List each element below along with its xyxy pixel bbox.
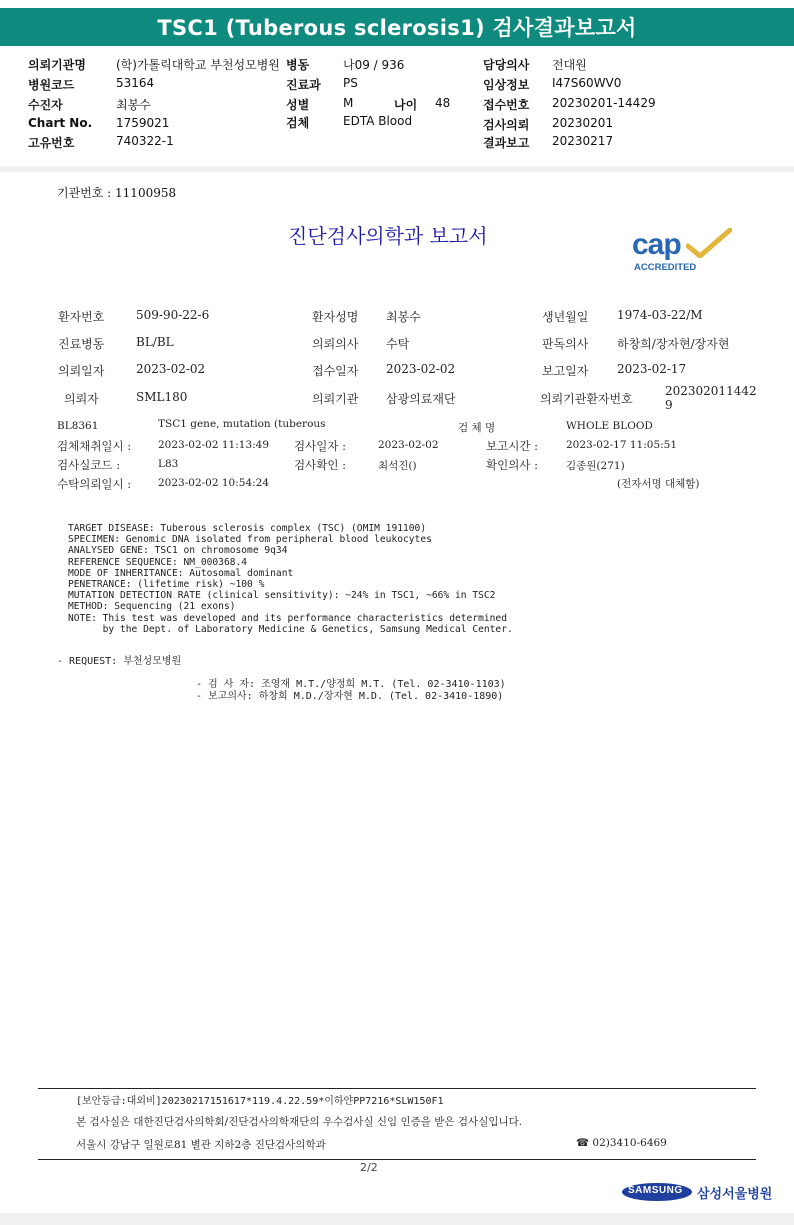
body-line: ANALYSED GENE: TSC1 on chromosome 9q34 [68, 545, 288, 557]
footer-top-rule [38, 1088, 756, 1089]
bottom-band [0, 1213, 794, 1225]
address-line: 서울시 강남구 일원로81 별관 지하2층 진단검사의학과 [76, 1139, 326, 1151]
info-label: 성별 [286, 98, 310, 112]
patient-label: 환자번호 [58, 310, 105, 324]
info-value: 최봉수 [116, 98, 151, 112]
samsung-wordmark: SAMSUNG [628, 1185, 683, 1196]
body-line: NOTE: This test was developed and its performance characteristics determined [68, 612, 507, 624]
patient-value: 509-90-22-6 [136, 308, 210, 322]
age-label: 나이 [394, 98, 418, 112]
info-value: 1759021 [116, 116, 170, 130]
patient-label: 판독의사 [542, 337, 589, 351]
patient-label: 접수일자 [312, 364, 359, 378]
body-line: PENETRANCE: (lifetime risk) ~100 % [68, 579, 265, 591]
hospital-name: 삼성서울병원 [697, 1187, 773, 1202]
patient-label: 생년월일 [542, 310, 589, 324]
top-info-panel [0, 46, 794, 166]
patient-label: 의뢰자 [64, 392, 99, 406]
info-label: 임상정보 [483, 78, 530, 92]
info-value: M [343, 96, 354, 110]
patient-value: 202302011442 [665, 384, 757, 398]
meta-label: 검사일자 : [294, 439, 346, 453]
institution-number: 기관번호 : 11100958 [57, 186, 177, 200]
info-label: 병원코드 [28, 78, 75, 92]
info-label: 담당의사 [483, 58, 530, 72]
info-value: 20230217 [552, 134, 614, 148]
patient-label: 의뢰기관환자번호 [540, 392, 633, 406]
request-line: - REQUEST: 부천성모병원 [57, 656, 182, 667]
info-label: 의뢰기관명 [28, 58, 86, 72]
meta-label: 보고시간 : [486, 439, 538, 453]
patient-value: SML180 [136, 390, 188, 404]
staff-line: - 보고의사: 하창희 M.D./장자현 M.D. (Tel. 02-3410-1890) [196, 691, 504, 702]
patient-value: 1974-03-22/M [617, 308, 703, 322]
e-signature-note: (전자서명 대체함) [617, 478, 700, 490]
result-body [68, 523, 513, 635]
patient-label: 의뢰의사 [312, 337, 359, 351]
patient-label: 보고일자 [542, 364, 589, 378]
patient-value: 2023-02-17 [617, 362, 687, 376]
patient-label: 의뢰기관 [312, 392, 359, 406]
patient-value: 하창희/장자현/장자현 [617, 337, 730, 351]
info-value: (학)가톨릭대학교 부천성모병원 [116, 58, 280, 72]
samsung-logo [622, 1182, 692, 1202]
staff-line: - 검 사 자: 조영재 M.T./양정희 M.T. (Tel. 02-3410-1103) [196, 679, 506, 690]
body-line: MODE OF INHERITANCE: Autosomal dominant [68, 567, 294, 579]
body-line: SPECIMEN: Genomic DNA isolated from peripheral blood leukocytes [68, 534, 432, 546]
info-label: 검체 [286, 116, 310, 130]
meta-value: 2023-02-02 [378, 439, 439, 451]
meta-value: 최석진() [378, 460, 417, 472]
meta-value: 2023-02-02 11:13:49 [158, 439, 270, 451]
meta-value: L83 [158, 458, 179, 470]
info-label: Chart No. [28, 116, 93, 130]
body-line: METHOD: Sequencing (21 exons) [68, 601, 236, 613]
patient-value: 2023-02-02 [136, 362, 206, 376]
info-value: 740322-1 [116, 134, 174, 148]
meta-label: 수탁의뢰일시 : [57, 477, 132, 491]
info-value: 나09 / 936 [343, 58, 405, 72]
info-value: 53164 [116, 76, 155, 90]
body-line: by the Dept. of Laboratory Medicine & Genetics, Samsung Medical Center. [68, 623, 513, 635]
info-label: 검사의뢰 [483, 118, 530, 132]
info-value: I47S60WV0 [552, 76, 622, 90]
info-label: 접수번호 [483, 98, 530, 112]
age-value: 48 [435, 96, 451, 110]
report-title: 진단검사의학과 보고서 [288, 224, 488, 248]
cap-logo-text: cap [632, 228, 681, 261]
checkmark-icon [686, 228, 732, 258]
info-label: 결과보고 [483, 136, 530, 150]
meta-value: 2023-02-02 10:54:24 [158, 477, 270, 489]
info-label: 진료과 [286, 78, 321, 92]
info-value: EDTA Blood [343, 114, 413, 128]
meta-label: 검사확인 : [294, 458, 346, 472]
patient-label: 진료병동 [58, 337, 105, 351]
info-label: 수진자 [28, 98, 63, 112]
test-name: TSC1 gene, mutation (tuberous [158, 418, 326, 430]
meta-value: 김종원(271) [566, 460, 625, 472]
info-label: 고유번호 [28, 136, 75, 150]
body-line: TARGET DISEASE: Tuberous sclerosis complex (TSC) (OMIM 191100) [68, 523, 427, 534]
body-line: REFERENCE SEQUENCE: NM_000368.4 [68, 556, 248, 568]
info-value: 20230201-14429 [552, 96, 656, 110]
meta-label: 검체채취일시 : [57, 439, 132, 453]
info-value: 전대원 [552, 58, 587, 72]
certification-line: 본 검사실은 대한진단검사의학회/진단검사의학재단의 우수검사실 신임 인증을 받은 검사실입니다. [76, 1116, 523, 1128]
phone-line: ☎ 02)3410-6469 [576, 1137, 667, 1149]
patient-value: BL/BL [136, 335, 174, 349]
patient-value: 2023-02-02 [386, 362, 456, 376]
footer-bottom-rule [38, 1159, 756, 1160]
section-divider [0, 166, 794, 172]
patient-value: 수탁 [386, 337, 410, 351]
meta-value: 2023-02-17 11:05:51 [566, 439, 678, 451]
specimen-label: 검 체 명 [458, 422, 496, 434]
patient-value: 최봉수 [386, 310, 421, 324]
cap-accredited-logo [630, 228, 730, 276]
patient-value: 삼광의료재단 [386, 392, 456, 406]
patient-label: 환자성명 [312, 310, 359, 324]
cap-accredited-text: ACCREDITED [634, 262, 697, 273]
page-number: 2/2 [360, 1161, 378, 1174]
info-value: 20230201 [552, 116, 614, 130]
patient-label: 의뢰일자 [58, 364, 105, 378]
info-label: 병동 [286, 58, 310, 72]
info-value: PS [343, 76, 358, 90]
security-line: [보안등급:대외비]20230217151617*119.4.22.59*이하얀PP7216*SLW150F1 [76, 1096, 444, 1107]
meta-label: 검사실코드 : [57, 458, 121, 472]
specimen-value: WHOLE BLOOD [566, 420, 653, 432]
report-header-title: TSC1 (Tuberous sclerosis1) 검사결과보고서 [0, 8, 794, 46]
body-line: MUTATION DETECTION RATE (clinical sensitivity): ~24% in TSC1, ~66% in TSC2 [68, 590, 496, 602]
patient-value: 9 [665, 398, 673, 412]
test-code: BL8361 [57, 420, 99, 432]
meta-label: 확인의사 : [486, 458, 538, 472]
